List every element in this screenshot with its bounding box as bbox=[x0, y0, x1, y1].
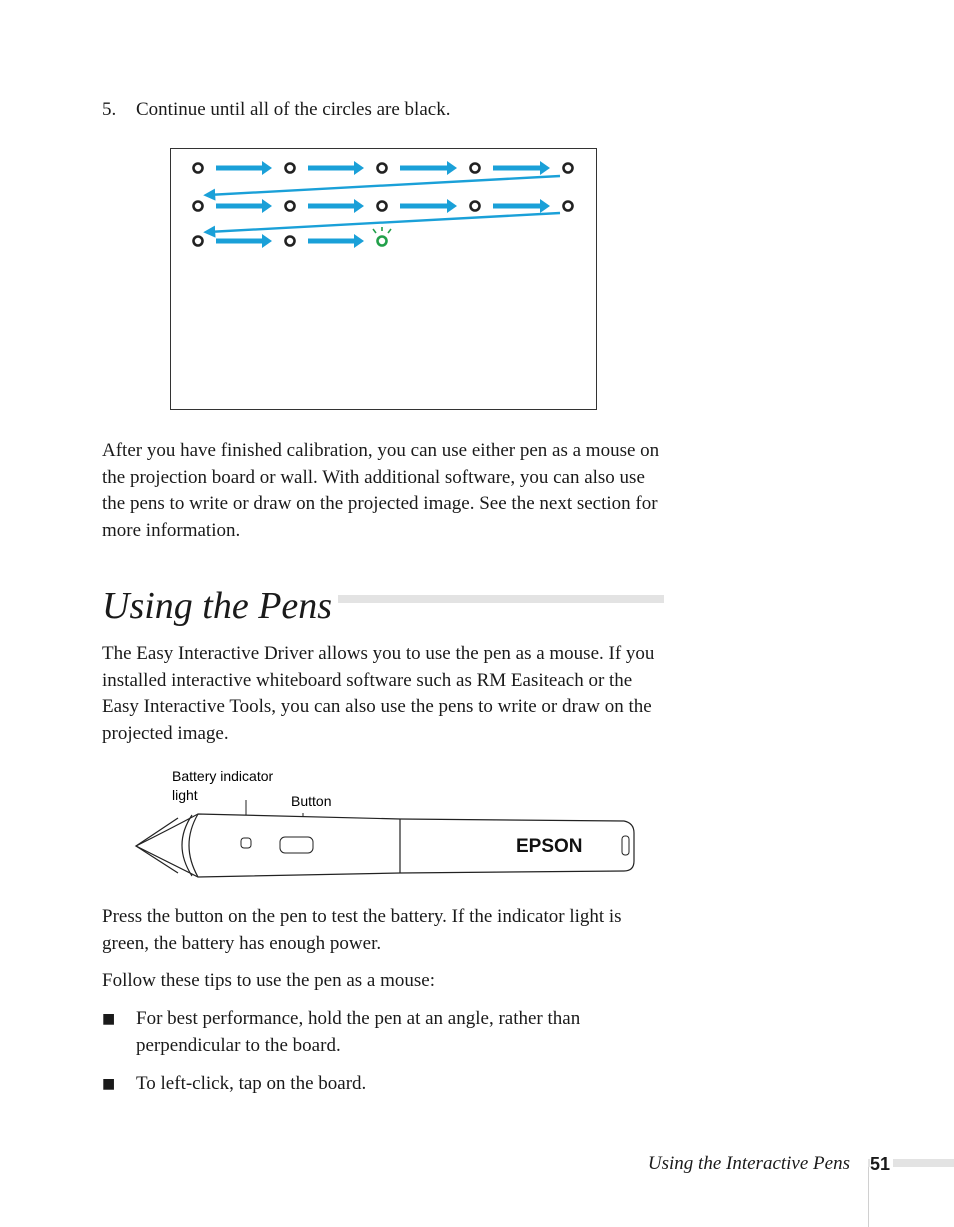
step-text: Continue until all of the circles are black. bbox=[136, 99, 451, 120]
step-number: 5. bbox=[102, 99, 117, 120]
target-circle bbox=[286, 237, 295, 246]
target-circle bbox=[378, 164, 387, 173]
page-number: 51 bbox=[870, 1154, 893, 1175]
pen-button bbox=[280, 837, 313, 853]
target-circle bbox=[471, 202, 480, 211]
follow-tips-paragraph: Follow these tips to use the pen as a mouse: bbox=[102, 970, 435, 991]
press-button-paragraph: Press the button on the pen to test the battery. If the indicator light is green, the battery has enough power. bbox=[102, 906, 622, 954]
target-circle bbox=[564, 164, 573, 173]
target-circle bbox=[194, 164, 203, 173]
after-calibration-paragraph: After you have finished calibration, you can use either pen as a mouse on the projection board or wall. With additional software, you can also use the pens to write or draw on the projected image. See the next section for more information. bbox=[102, 440, 660, 541]
step-5 bbox=[102, 97, 702, 124]
epson-logo: EPSON bbox=[516, 836, 583, 857]
active-target-circle bbox=[378, 237, 387, 246]
target-circle bbox=[378, 202, 387, 211]
bullet-square-icon: ■ bbox=[102, 1011, 116, 1027]
intro-paragraph: The Easy Interactive Driver allows you to use the pen as a mouse. If you installed interactive whiteboard software such as RM Easiteach or the Easy Interactive Tools, you can also use the pens to write or draw on the projected image. bbox=[102, 643, 655, 744]
target-circle bbox=[194, 202, 203, 211]
target-circle bbox=[194, 237, 203, 246]
footer-section-title: Using the Interactive Pens bbox=[647, 1153, 850, 1174]
pen-diagram bbox=[130, 765, 640, 885]
section-heading: Using the Pens bbox=[102, 584, 338, 628]
battery-indicator-light bbox=[241, 838, 251, 848]
calibration-figure bbox=[170, 148, 597, 410]
calibration-screen-frame bbox=[171, 149, 597, 410]
list-item-text: For best performance, hold the pen at an angle, rather than perpendicular to the board. bbox=[136, 1008, 581, 1056]
target-circle bbox=[564, 202, 573, 211]
target-circle bbox=[286, 164, 295, 173]
battery-light-label-line1: Battery indicator bbox=[172, 768, 274, 784]
target-circle bbox=[286, 202, 295, 211]
battery-light-label-line2: light bbox=[172, 787, 198, 803]
button-label: Button bbox=[291, 793, 332, 809]
target-circle bbox=[471, 164, 480, 173]
pen-end-slot bbox=[622, 836, 629, 855]
footer-vertical-rule bbox=[868, 1167, 869, 1227]
list-item-text: To left-click, tap on the board. bbox=[136, 1073, 367, 1094]
bullet-square-icon: ■ bbox=[102, 1076, 116, 1092]
